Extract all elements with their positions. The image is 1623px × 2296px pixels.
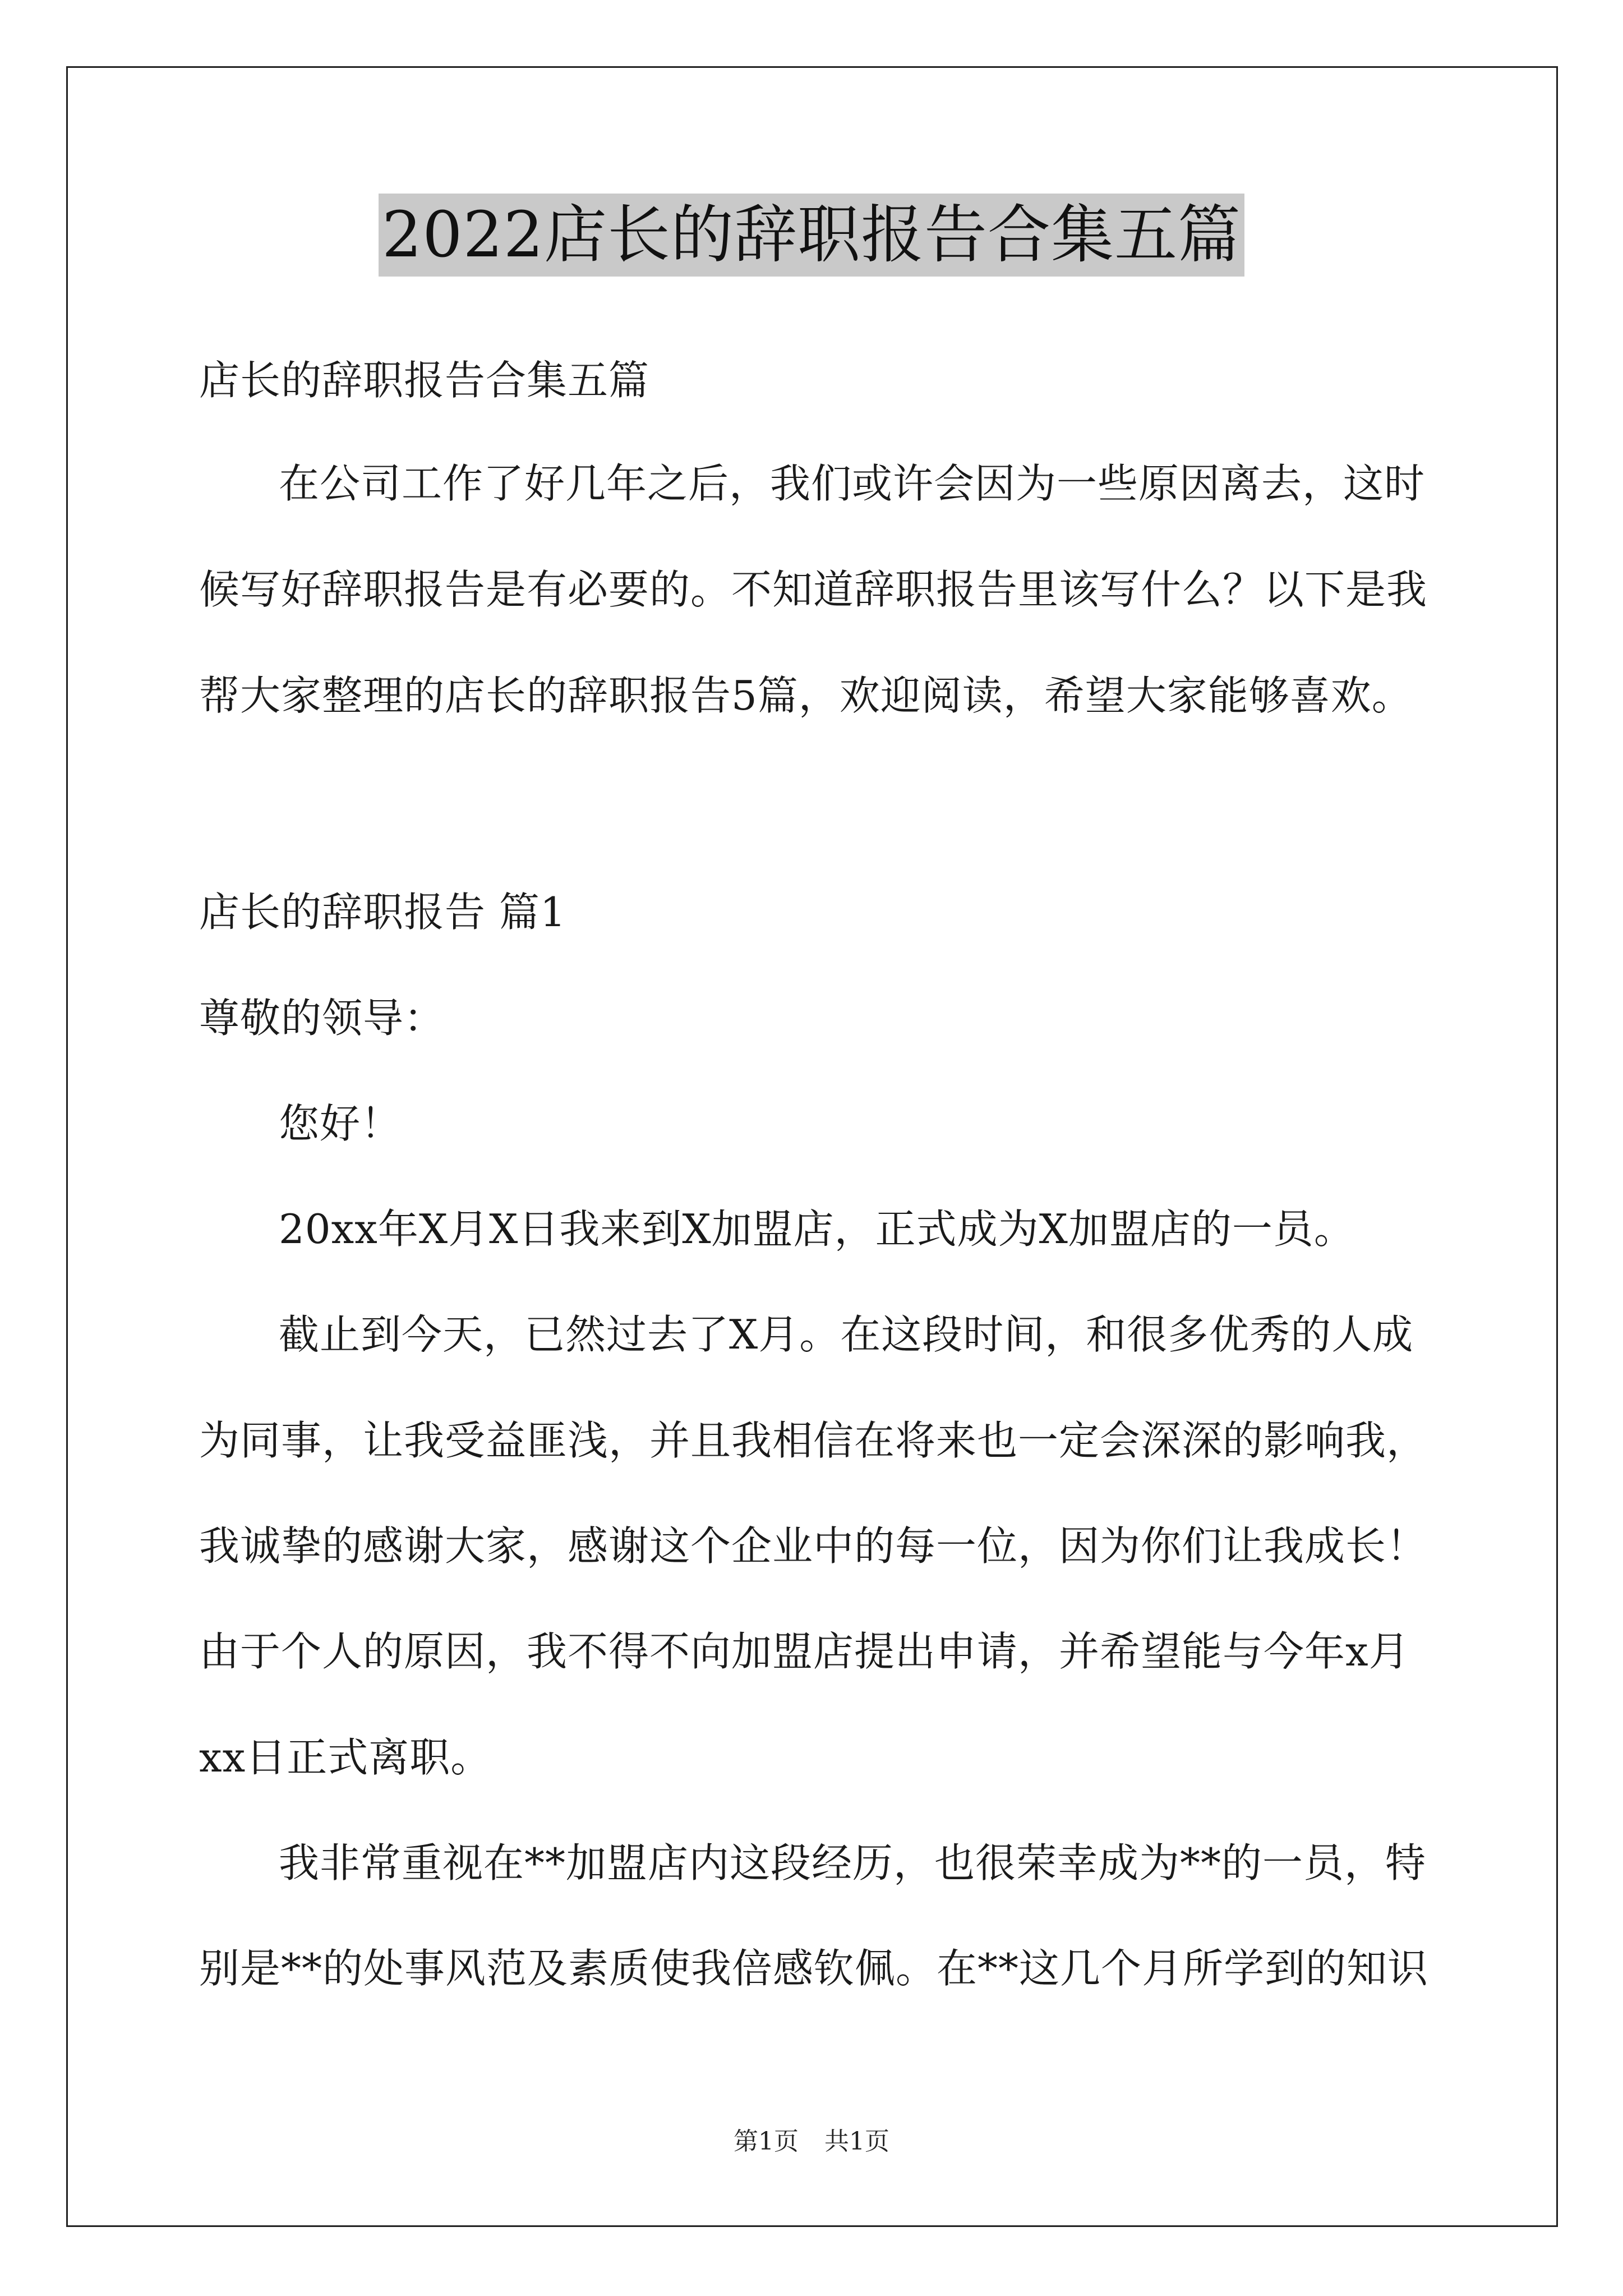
section-heading: 店长的辞职报告 篇1 [199, 889, 566, 936]
body-paragraph-line: xx日正式离职。 [199, 1734, 492, 1781]
intro-paragraph-line: 在公司工作了好几年之后，我们或许会因为一些原因离去，这时 [279, 460, 1426, 507]
document-subtitle: 店长的辞职报告合集五篇 [199, 357, 650, 404]
intro-paragraph-line: 候写好辞职报告是有必要的。不知道辞职报告里该写什么？以下是我 [199, 566, 1428, 613]
page-number-total: 共1页 [824, 2127, 889, 2156]
page-number-current: 第1页 [734, 2127, 799, 2156]
body-paragraph-line: 为同事，让我受益匪浅，并且我相信在将来也一定会深深的影响我， [199, 1417, 1428, 1464]
letter-salutation: 尊敬的领导： [199, 995, 445, 1042]
document-title: 2022店长的辞职报告合集五篇 [379, 194, 1244, 277]
title-container [0, 194, 1623, 277]
letter-greeting: 您好！ [279, 1100, 402, 1147]
page-footer [0, 2125, 1623, 2159]
intro-paragraph-line: 帮大家整理的店长的辞职报告5篇，欢迎阅读，希望大家能够喜欢。 [199, 672, 1413, 719]
body-paragraph-line: 我诚挚的感谢大家，感谢这个企业中的每一位，因为你们让我成长！ [199, 1522, 1428, 1570]
body-paragraph-line: 别是**的处事风范及素质使我倍感钦佩。在**这几个月所学到的知识 [199, 1945, 1429, 1992]
body-paragraph-line: 我非常重视在**加盟店内这段经历，也很荣幸成为**的一员，特 [279, 1839, 1427, 1887]
body-paragraph-line: 20xx年X月X日我来到X加盟店，正式成为X加盟店的一员。 [279, 1205, 1355, 1253]
body-paragraph-line: 截止到今天，已然过去了X月。在这段时间，和很多优秀的人成 [279, 1311, 1414, 1358]
body-paragraph-line: 由于个人的原因，我不得不向加盟店提出申请，并希望能与今年x月 [199, 1628, 1410, 1675]
